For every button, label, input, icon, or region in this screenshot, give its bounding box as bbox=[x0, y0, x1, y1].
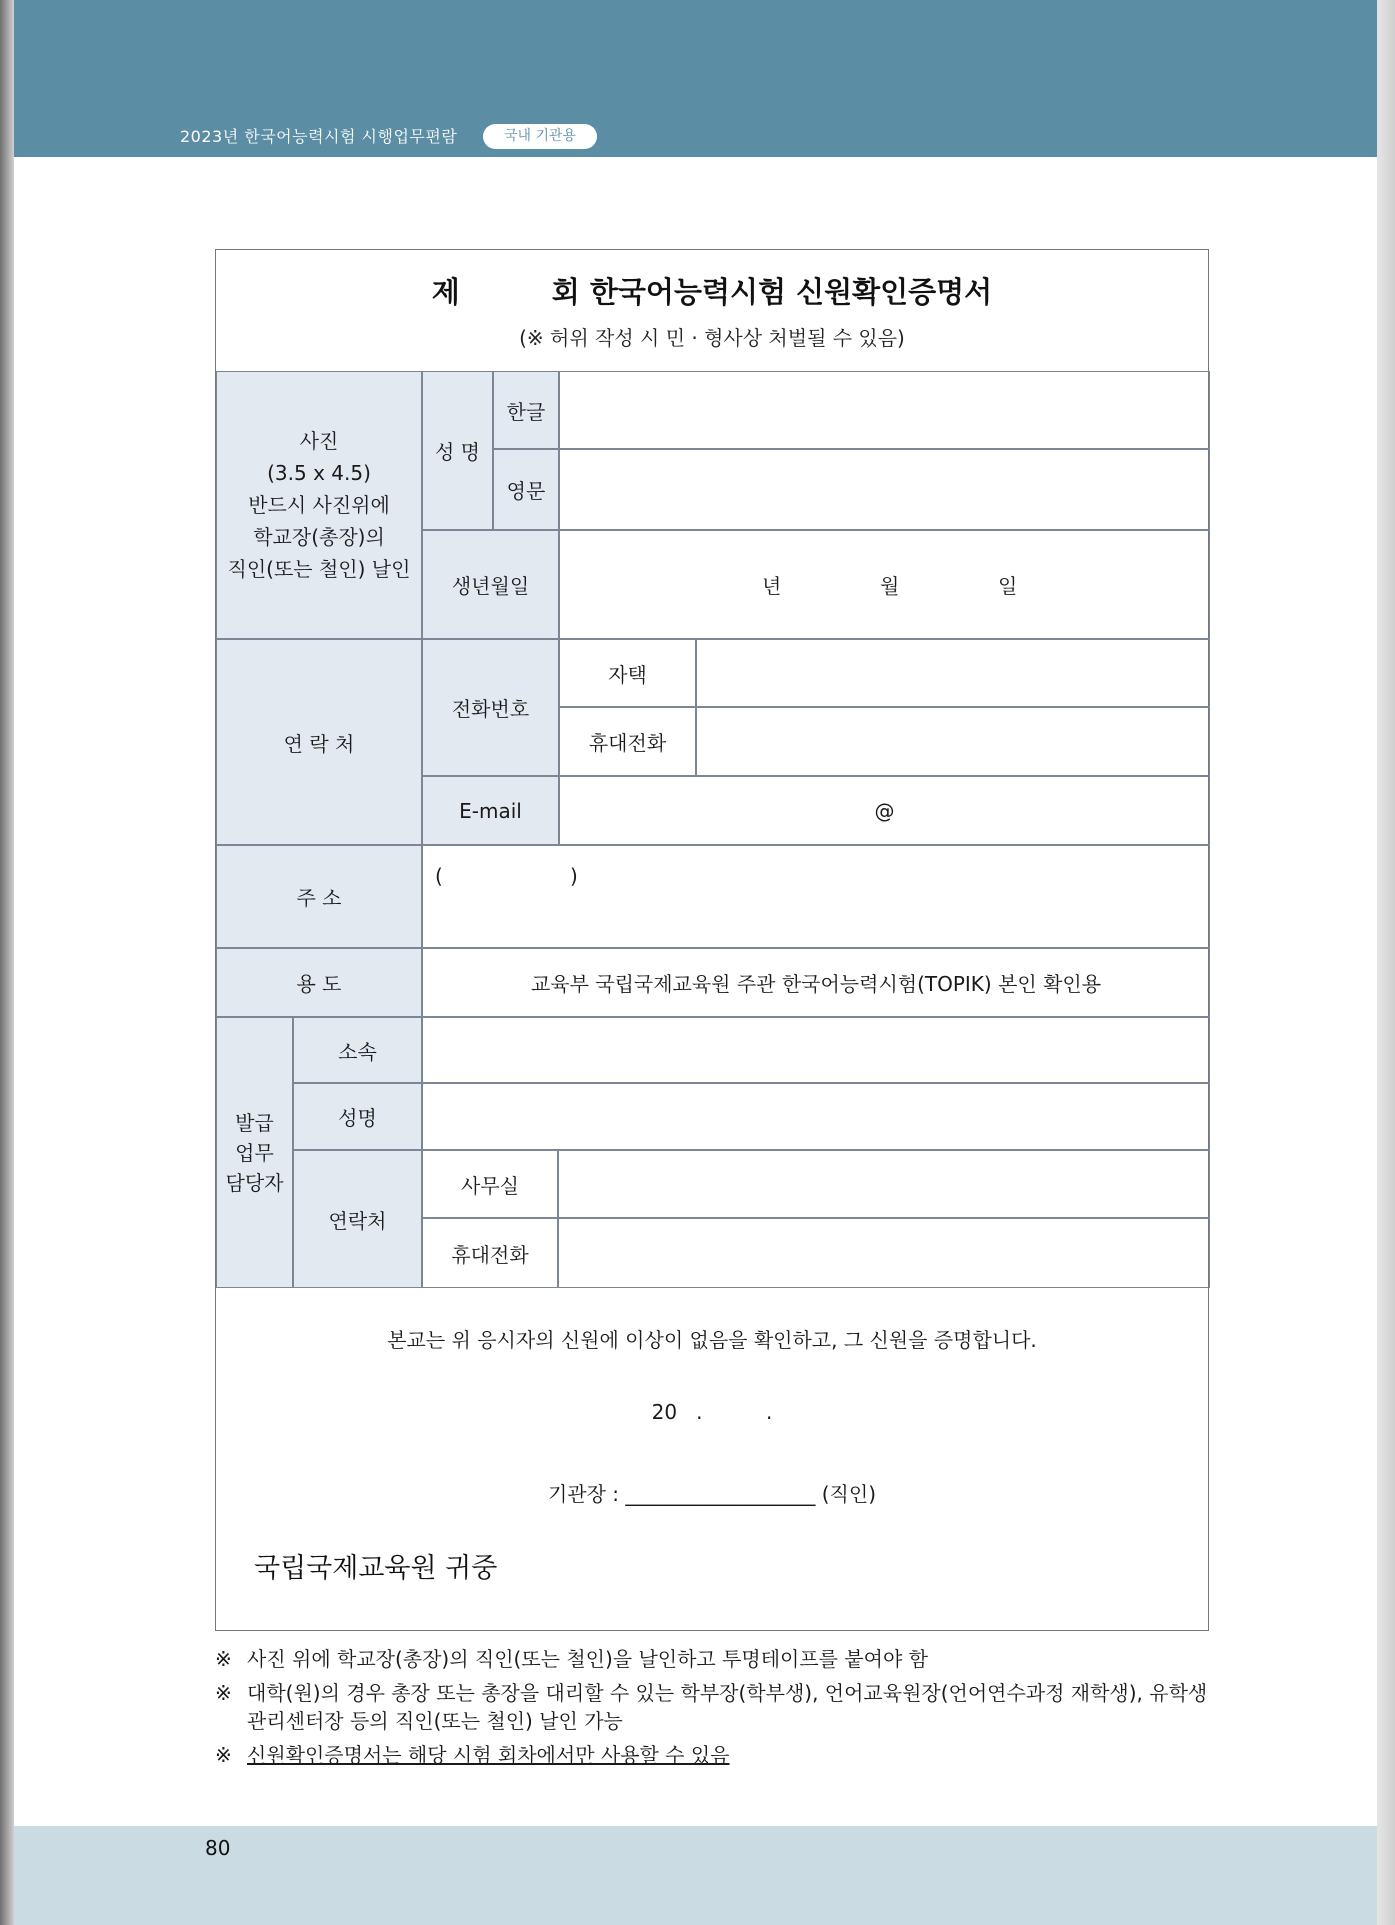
note-item bbox=[215, 1645, 1225, 1673]
reference-mark: ※ bbox=[215, 1647, 232, 1671]
affiliation-field[interactable] bbox=[422, 1017, 1210, 1083]
photo-line: 반드시 사진위에 bbox=[248, 493, 390, 517]
issuer-mobile-field[interactable] bbox=[558, 1218, 1210, 1288]
address-field[interactable] bbox=[422, 845, 1210, 948]
recipient: 국립국제교육원 귀중 bbox=[254, 1553, 498, 1584]
email-label: E-mail bbox=[422, 776, 559, 845]
note-text: 대학(원)의 경우 총장 또는 총장을 대리할 수 있는 학부장(학부생), 언어교육원장(언어연수과정 재학생), 유학생 관리센터장 등의 직인(또는 철인) 날인 가능 bbox=[247, 1681, 1208, 1733]
reference-mark: ※ bbox=[215, 1681, 232, 1705]
header-badge: 국내 기관용 bbox=[483, 124, 597, 149]
photo-line: 직인(또는 철인) 날인 bbox=[227, 557, 411, 581]
issuer-name-field[interactable] bbox=[422, 1083, 1210, 1150]
issue-date: 20 . . bbox=[651, 1400, 773, 1424]
page-number: 80 bbox=[205, 1836, 231, 1860]
phone-label: 전화번호 bbox=[422, 639, 559, 776]
note-item bbox=[215, 1741, 1225, 1769]
identity-certificate-form bbox=[215, 249, 1209, 1631]
office-phone-label: 사무실 bbox=[422, 1150, 558, 1218]
head-signature-line: 기관장 : ___________________ (직인) bbox=[547, 1482, 877, 1506]
birth-date-field[interactable] bbox=[559, 530, 1210, 639]
header-title: 2023년 한국어능력시험 시행업무편람 bbox=[180, 127, 458, 146]
birth-year: 년 bbox=[762, 574, 782, 598]
postal-code-brackets: ( ) bbox=[435, 864, 578, 888]
photo-area bbox=[216, 371, 422, 639]
issuer-contact-label: 연락처 bbox=[293, 1150, 422, 1288]
birth-month: 월 bbox=[880, 574, 900, 598]
name-label: 성 명 bbox=[422, 371, 493, 530]
book-spine bbox=[0, 0, 14, 1925]
address-label: 주 소 bbox=[216, 845, 422, 948]
affiliation-label: 소속 bbox=[293, 1017, 422, 1083]
issuer-mobile-label: 휴대전화 bbox=[422, 1218, 558, 1288]
email-field[interactable]: @ bbox=[559, 776, 1210, 845]
photo-line: (3.5 x 4.5) bbox=[267, 461, 371, 485]
photo-line: 학교장(총장)의 bbox=[253, 525, 385, 549]
photo-line: 사진 bbox=[299, 429, 339, 453]
mobile-phone-field[interactable] bbox=[696, 707, 1210, 776]
issuer-label-line: 업무 bbox=[235, 1140, 274, 1165]
form-subtitle: (※ 허위 작성 시 민 · 형사상 처벌될 수 있음) bbox=[519, 326, 905, 350]
birth-day: 일 bbox=[998, 574, 1018, 598]
reference-mark: ※ bbox=[215, 1743, 232, 1767]
page-edge bbox=[1377, 0, 1395, 1925]
home-phone-label: 자택 bbox=[559, 639, 696, 707]
contact-label: 연 락 처 bbox=[216, 639, 422, 845]
note-text: 사진 위에 학교장(총장)의 직인(또는 철인)을 날인하고 투명테이프를 붙여야 함 bbox=[247, 1647, 928, 1671]
birth-date-label: 생년월일 bbox=[422, 530, 559, 639]
mobile-phone-label: 휴대전화 bbox=[559, 707, 696, 776]
office-phone-field[interactable] bbox=[558, 1150, 1210, 1218]
korean-name-label: 한글 bbox=[493, 371, 559, 449]
issuer-label-line: 발급 bbox=[235, 1110, 274, 1135]
home-phone-field[interactable] bbox=[696, 639, 1210, 707]
english-name-label: 영문 bbox=[493, 449, 559, 530]
title-main: 회 한국어능력시험 신원확인증명서 bbox=[551, 275, 993, 309]
purpose-value: 교육부 국립국제교육원 주관 한국어능력시험(TOPIK) 본인 확인용 bbox=[422, 948, 1210, 1017]
note-item bbox=[215, 1679, 1225, 1735]
issuer-label bbox=[216, 1017, 293, 1288]
purpose-label: 용 도 bbox=[216, 948, 422, 1017]
issuer-name-label: 성명 bbox=[293, 1083, 422, 1150]
issuer-label-line: 담당자 bbox=[225, 1170, 284, 1195]
korean-name-field[interactable] bbox=[559, 371, 1210, 449]
notes-list bbox=[215, 1645, 1225, 1775]
confirmation-text: 본교는 위 응시자의 신원에 이상이 없음을 확인하고, 그 신원을 증명합니다. bbox=[387, 1328, 1037, 1352]
title-prefix: 제 bbox=[431, 275, 460, 309]
note-text: 신원확인증명서는 해당 시험 회차에서만 사용할 수 있음 bbox=[247, 1743, 730, 1767]
form-title bbox=[216, 270, 1208, 311]
english-name-field[interactable] bbox=[559, 449, 1210, 530]
